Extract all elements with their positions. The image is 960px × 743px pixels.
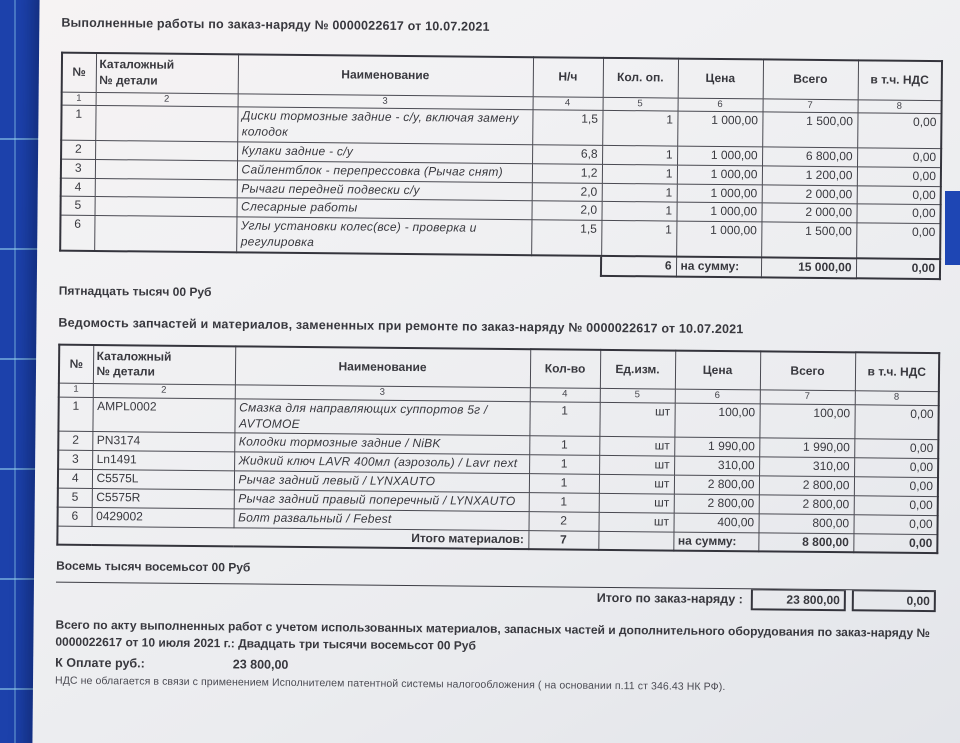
table-cell: 1 000,00: [677, 165, 762, 185]
column-header: Наименование: [238, 54, 533, 96]
column-header: в т.ч. НДС: [858, 60, 942, 100]
table-cell: Рычаг задний левый / LYNXAUTO: [234, 471, 529, 493]
table-cell: шт: [599, 474, 674, 494]
works-sum-label: на сумму:: [676, 257, 761, 277]
table-cell: 0,00: [857, 166, 941, 186]
column-header: Каталожный № детали: [96, 53, 238, 94]
table-cell: [95, 140, 237, 160]
column-header: Каталожный № детали: [93, 345, 235, 386]
table-cell: 1: [58, 397, 92, 432]
column-header: Кол. оп.: [603, 58, 678, 98]
table-cell: 3: [58, 450, 92, 469]
column-number: 2: [96, 92, 238, 107]
table-cell: 1: [601, 202, 676, 222]
table-cell: 310,00: [674, 456, 759, 476]
table-cell: [95, 178, 237, 198]
column-header: №: [59, 344, 93, 383]
table-row: [60, 215, 940, 259]
column-number: 1: [59, 383, 93, 397]
parts-title: Ведомость запчастей и материалов, замененных при ремонте по заказ-наряду № 0000022617 от 10.07.2021: [58, 315, 744, 336]
table-cell: 1: [529, 474, 599, 493]
table-cell: Жидкий ключ LAVR 400мл (аэрозоль) / Lavr next: [234, 452, 529, 474]
works-table: [59, 52, 943, 260]
table-cell: 4: [58, 469, 92, 488]
table-cell: 2 800,00: [759, 495, 854, 515]
table-cell: Ln1491: [92, 451, 234, 471]
table-cell: Болт развальный / Febest: [234, 509, 529, 531]
table-cell: Слесарные работы: [236, 198, 531, 220]
table-cell: Диски тормозные задние - с/у, включая замену колодок: [237, 107, 532, 144]
column-header: в т.ч. НДС: [855, 352, 939, 392]
table-cell: 1: [601, 221, 676, 257]
table-cell: 1,5: [532, 110, 602, 145]
table-cell: 0,00: [854, 477, 938, 497]
column-header: №: [62, 53, 96, 92]
column-number: 6: [675, 389, 760, 403]
column-number: 5: [603, 97, 678, 111]
table-cell: 2: [529, 511, 599, 530]
table-cell: 0,00: [857, 113, 941, 148]
table-cell: 1 500,00: [762, 112, 857, 148]
table-cell: 2 800,00: [674, 475, 759, 495]
table-cell: 1 000,00: [677, 146, 762, 166]
table-cell: 100,00: [674, 403, 759, 438]
column-header: Всего: [763, 59, 858, 99]
order-total-label: Итого по заказ-наряду :: [596, 591, 743, 607]
table-cell: 2,0: [532, 182, 602, 201]
column-number: 6: [678, 98, 763, 112]
works-total-strip: [600, 257, 941, 280]
column-header: Ед.изм.: [600, 349, 675, 389]
order-total-row: [56, 582, 936, 612]
table-cell: [95, 197, 237, 217]
amount-in-words-works: Пятнадцать тысяч 00 Руб: [58, 283, 212, 299]
order-total-amount: 23 800,00: [751, 590, 846, 612]
column-number: 1: [62, 92, 96, 106]
table-cell: 6: [58, 507, 92, 526]
table-cell: 0,00: [854, 405, 938, 440]
mat-notch-right: [945, 191, 960, 265]
vat-footnote: НДС не облагается в связи с применением Исполнителем патентной системы налогообложения ( на основании п.11 ст 346.43 НК РФ).: [54, 674, 726, 693]
table-cell: 1: [529, 455, 599, 474]
table-cell: 6 800,00: [762, 147, 857, 167]
works-total-vat: 0,00: [856, 259, 940, 279]
table-cell: 2 800,00: [759, 476, 854, 496]
materials-total-amount: 8 800,00: [758, 533, 853, 553]
table-cell: 2: [58, 432, 92, 451]
parts-table: [56, 343, 940, 554]
table-cell: 1 000,00: [677, 111, 762, 146]
table-cell: Сайлентблок - перепрессовка (Рычаг снят): [237, 161, 532, 183]
table-cell: Кулаки задние - с/у: [237, 142, 532, 164]
table-cell: 0,00: [853, 515, 937, 535]
table-cell: 100,00: [759, 404, 854, 440]
column-number: 4: [530, 388, 600, 402]
table-cell: 0429002: [92, 507, 234, 527]
table-cell: 6,8: [532, 145, 602, 164]
column-header: Цена: [675, 350, 760, 390]
column-number: 3: [235, 385, 530, 401]
column-number: 8: [858, 99, 942, 113]
table-cell: [94, 216, 236, 253]
table-cell: 1: [529, 436, 599, 455]
table-cell: 5: [61, 196, 95, 215]
table-cell: шт: [599, 437, 674, 457]
table-cell: 0,00: [856, 204, 940, 224]
table-cell: [95, 159, 237, 179]
table-cell: 800,00: [758, 514, 853, 534]
table-cell: 1: [602, 145, 677, 165]
table-cell: 6: [60, 215, 94, 250]
table-cell: 2 800,00: [674, 494, 759, 514]
materials-sum-label: на сумму:: [673, 532, 758, 552]
column-number: 8: [855, 391, 939, 405]
column-number: 2: [93, 384, 235, 399]
column-number: 3: [238, 94, 533, 110]
table-cell: Колодки тормозные задние / NiBK: [234, 433, 529, 455]
table-cell: Рычаг задний правый поперечный / LYNXAUTO: [234, 490, 529, 512]
column-number: 5: [600, 389, 675, 403]
column-header: Наименование: [235, 346, 530, 388]
table-cell: 1 000,00: [676, 202, 761, 222]
table-cell: 1: [602, 111, 677, 146]
pay-row: [55, 655, 959, 678]
pay-label: К Оплате руб.:: [55, 655, 145, 671]
column-number: 4: [533, 96, 603, 110]
table-cell: AMPL0002: [92, 397, 234, 433]
materials-unit: [598, 531, 673, 551]
table-cell: 2 000,00: [761, 203, 856, 223]
table-cell: 2 000,00: [762, 184, 857, 204]
works-count: 6: [601, 257, 676, 277]
works-total-row: [601, 257, 940, 279]
works-title: Выполненные работы по заказ-наряду № 0000022617 от 10.07.2021: [61, 15, 490, 34]
column-number: 7: [760, 390, 855, 404]
table-cell: шт: [599, 493, 674, 513]
table-cell: 0,00: [854, 496, 938, 516]
materials-total-vat: 0,00: [853, 533, 937, 553]
table-cell: 5: [58, 488, 92, 507]
table-cell: 1 990,00: [674, 438, 759, 458]
table-cell: PN3174: [92, 432, 234, 452]
table-cell: 1 000,00: [677, 184, 762, 204]
table-cell: 1: [602, 183, 677, 203]
table-cell: 1 200,00: [762, 166, 857, 186]
table-cell: 1,2: [532, 163, 602, 182]
table-cell: шт: [599, 402, 674, 437]
table-cell: 0,00: [854, 458, 938, 478]
amount-in-words-parts: Восемь тысяч восемьсот 00 Руб: [56, 559, 251, 575]
table-cell: 0,00: [856, 223, 940, 259]
table-cell: 1 500,00: [761, 222, 856, 258]
column-header: Цена: [678, 59, 763, 99]
table-cell: Рычаги передней подвески с/у: [237, 179, 532, 201]
column-header: Всего: [760, 351, 855, 391]
table-cell: 1: [529, 493, 599, 512]
column-number: 7: [763, 99, 858, 113]
table-cell: 1: [529, 402, 599, 437]
table-cell: шт: [599, 456, 674, 476]
table-cell: [95, 106, 237, 142]
table-cell: 1,5: [531, 220, 601, 256]
table-cell: 1 000,00: [676, 221, 761, 257]
table-cell: 1 990,00: [759, 438, 854, 458]
table-cell: 310,00: [759, 457, 854, 477]
table-cell: Смазка для направляющих суппортов 5г / AVTOMOE: [234, 399, 529, 436]
table-cell: 4: [61, 178, 95, 197]
column-header: Кол-во: [530, 349, 600, 389]
table-cell: 0,00: [857, 185, 941, 205]
table-cell: 3: [61, 159, 95, 178]
order-total-vat: 0,00: [852, 591, 936, 613]
materials-total-label: Итого материалов:: [57, 526, 528, 550]
column-header: Н/ч: [533, 57, 603, 97]
pay-amount: 23 800,00: [232, 657, 289, 672]
table-cell: C5575L: [92, 470, 234, 490]
table-cell: 2,0: [531, 201, 601, 220]
table-cell: 400,00: [673, 513, 758, 533]
summary-paragraph: Всего по акту выполненных работ с учетом использованных материалов, запасных частей и дополнительного оборудования по заказ-наряду № 0000022617 от 10 июля 2021 г.: Двадцать три тысячи восемьсот 00 Руб: [55, 618, 930, 653]
materials-count: 7: [528, 530, 598, 550]
table-cell: 0,00: [857, 148, 941, 168]
table-cell: шт: [598, 512, 673, 532]
table-cell: C5575R: [92, 488, 234, 508]
table-cell: Углы установки колес(все) - проверка и регулировка: [236, 217, 531, 255]
works-total-amount: 15 000,00: [761, 258, 856, 278]
table-cell: 1: [602, 164, 677, 184]
table-cell: 2: [61, 140, 95, 159]
document-paper: [32, 0, 960, 743]
document-content: [33, 0, 960, 695]
table-cell: 1: [61, 105, 95, 140]
table-cell: 0,00: [854, 439, 938, 459]
